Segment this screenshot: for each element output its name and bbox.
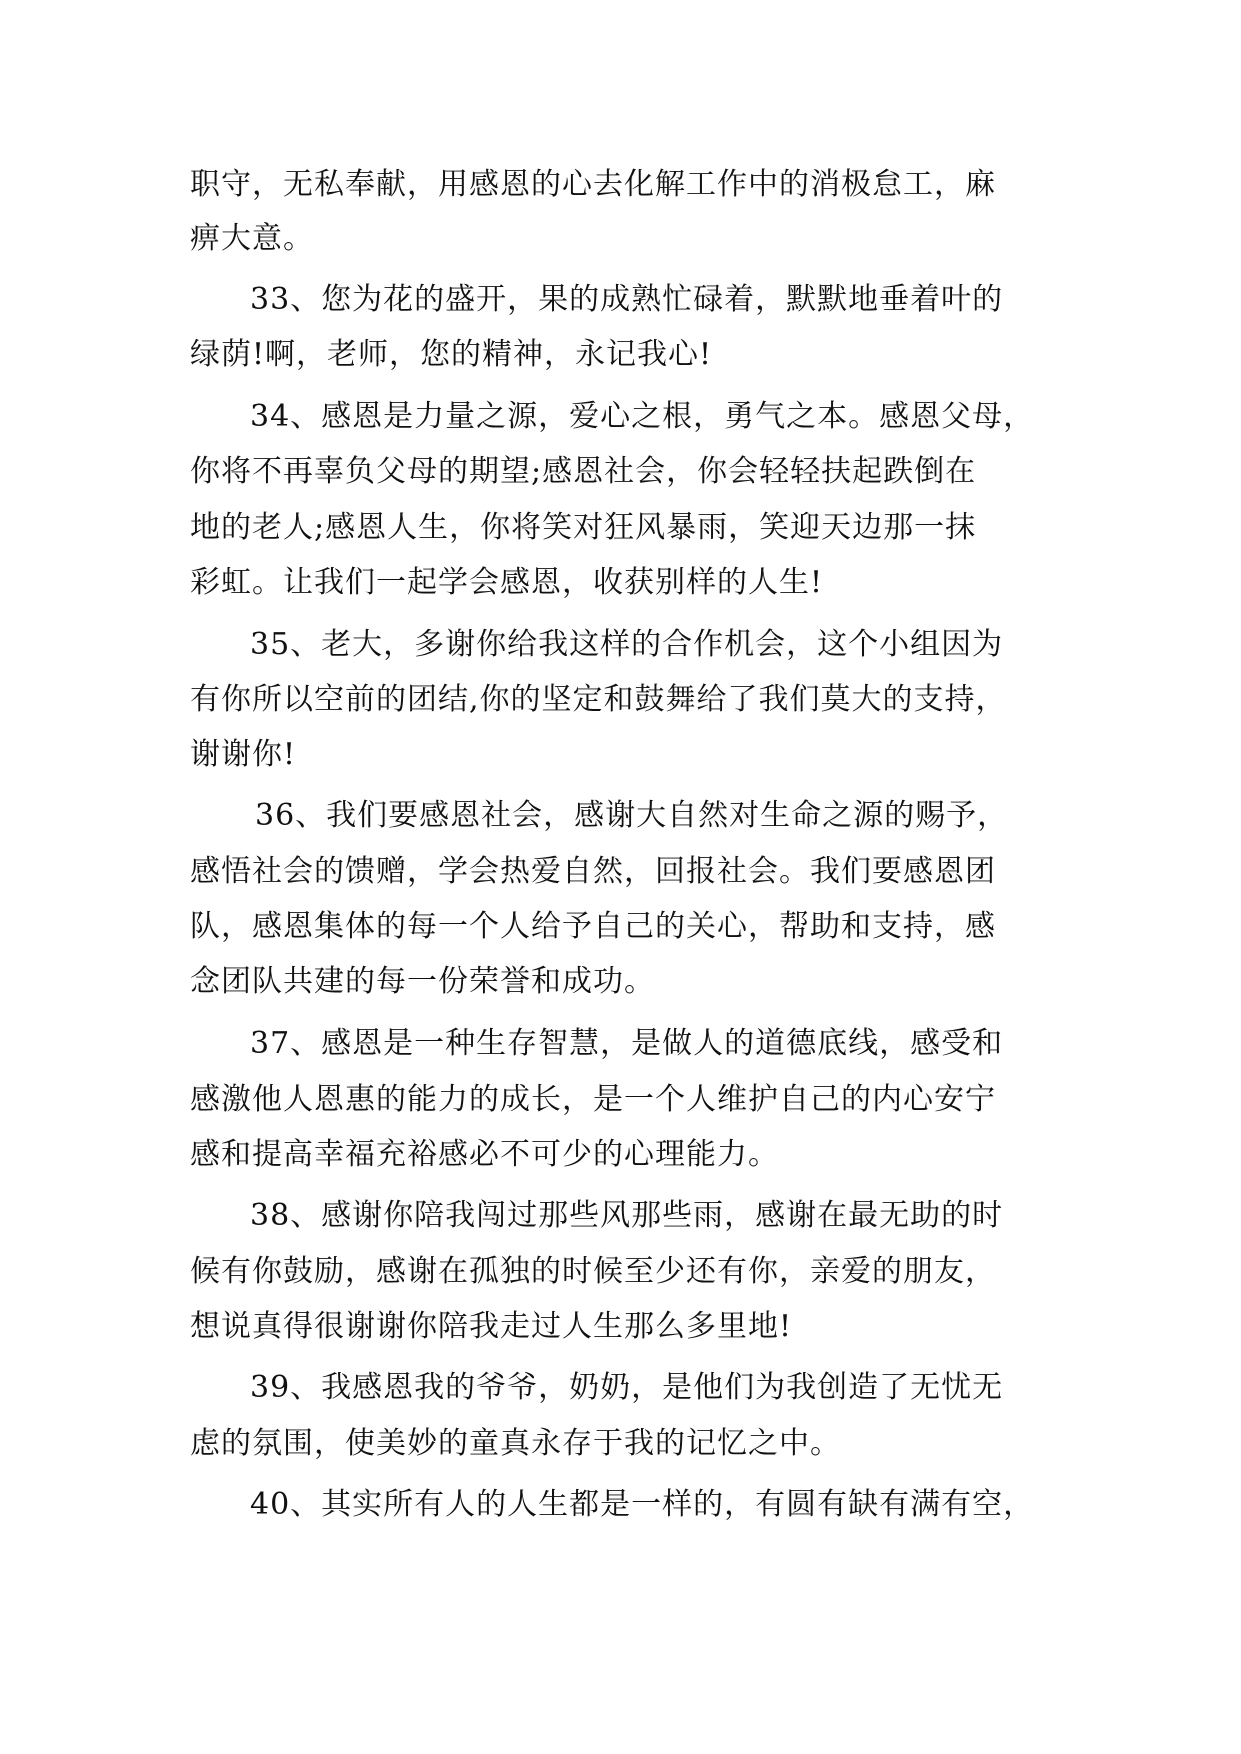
paragraph-33-line-1: 33、您为花的盛开，果的成熟忙碌着，默默地垂着叶的 [250, 282, 1004, 317]
paragraph-33-line-2: 绿荫!啊，老师，您的精神，永记我心! [190, 337, 713, 372]
paragraph-34-line-2: 你将不再辜负父母的期望;感恩社会，你会轻轻扶起跌倒在 [190, 454, 977, 489]
paragraph-38-line-2: 候有你鼓励，感谢在孤独的时候至少还有你，亲爱的朋友， [190, 1254, 996, 1289]
paragraph-38-line-1: 38、感谢你陪我闯过那些风那些雨，感谢在最无助的时 [250, 1198, 1004, 1233]
paragraph-39-line-2: 虑的氛围，使美妙的童真永存于我的记忆之中。 [190, 1426, 841, 1461]
paragraph-37-line-2: 感激他人恩惠的能力的成长，是一个人维护自己的内心安宁 [190, 1082, 996, 1117]
paragraph-38-line-3: 想说真得很谢谢你陪我走过人生那么多里地! [190, 1309, 793, 1344]
paragraph-40-line-1: 40、其实所有人的人生都是一样的，有圆有缺有满有空， [250, 1487, 1035, 1522]
paragraph-34-line-1: 34、感恩是力量之源，爱心之根，勇气之本。感恩父母， [250, 399, 1035, 434]
paragraph-35-line-1: 35、老大，多谢你给我这样的合作机会，这个小组因为 [250, 627, 1004, 662]
paragraph-35-line-2: 有你所以空前的团结,你的坚定和鼓舞给了我们莫大的支持， [190, 682, 1007, 717]
paragraph-36-line-1: 36、我们要感恩社会，感谢大自然对生命之源的赐予， [255, 798, 1009, 833]
paragraph-36-line-2: 感悟社会的馈赠，学会热爱自然，回报社会。我们要感恩团 [190, 854, 996, 889]
text-line-2: 痹大意。 [190, 221, 314, 256]
paragraph-34-line-3: 地的老人;感恩人生，你将笑对狂风暴雨，笑迎天边那一抹 [190, 510, 977, 545]
paragraph-37-line-1: 37、感恩是一种生存智慧，是做人的道德底线，感受和 [250, 1026, 1004, 1061]
paragraph-35-line-3: 谢谢你! [190, 737, 297, 772]
paragraph-37-line-3: 感和提高幸福充裕感必不可少的心理能力。 [190, 1137, 779, 1172]
paragraph-36-line-3: 队，感恩集体的每一个人给予自己的关心，帮助和支持，感 [190, 909, 996, 944]
paragraph-34-line-4: 彩虹。让我们一起学会感恩，收获别样的人生! [190, 565, 824, 600]
text-line-1: 职守，无私奉献，用感恩的心去化解工作中的消极怠工，麻 [190, 167, 996, 202]
paragraph-36-line-4: 念团队共建的每一份荣誉和成功。 [190, 964, 655, 999]
paragraph-39-line-1: 39、我感恩我的爷爷，奶奶，是他们为我创造了无忧无 [250, 1370, 1004, 1405]
